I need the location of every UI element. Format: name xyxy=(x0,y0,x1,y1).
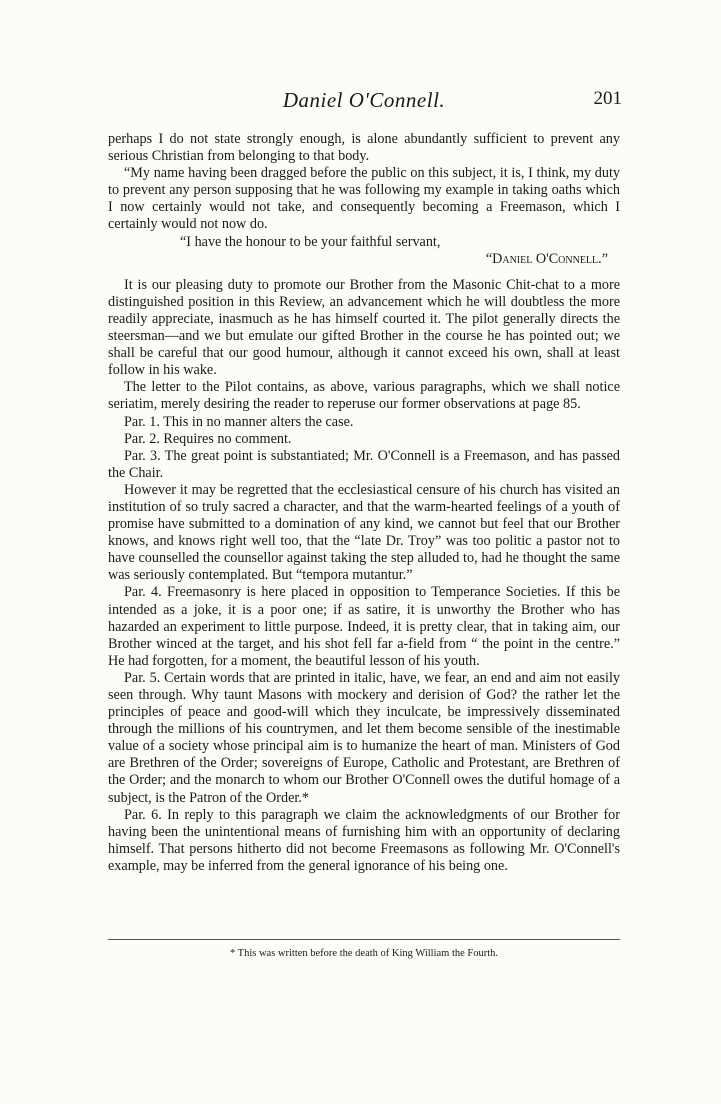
commentary-paragraph-1: It is our pleasing duty to promote our Brother from the Masonic Chit-chat to a more distinguished position in this Review, an advancement which he will doubtless the more readily appreciate, inasmuch as he has himself courted it. The pilot generally directs the steersman—and we but emulate our gifted Brother in the course he has pointed out; we shall be careful that our good humour, although it cannot exceed his own, shall at least follow in his wake. xyxy=(108,276,620,379)
par-5: Par. 5. Certain words that are printed in italic, have, we fear, an end and aim not easily seen through. Why taunt Masons with mockery and derision of God? the rather let the principles of peace and good-will which they inculcate, be impressively disseminated through the millions of his countrymen, and let them become sensible of the inestimable value of a society whose principal aim is to humanize the heart of man. Ministers of God are Brethren of the Order; sovereigns of Europe, Catholic and Protestant, are Brethren of the Order; and the monarch to whom our Brother O'Connell owes the dutiful homage of a subject, is the Patron of the Order.* xyxy=(108,669,620,806)
letter-paragraph-2: “My name having been dragged before the public on this subject, it is, I think, my duty to prevent any person supposing that he was following my example in taking oaths which I now certainly would not take, and consequently becoming a Freemason, which I certainly would not now do. xyxy=(108,165,620,233)
par-3: Par. 3. The great point is substantiated; Mr. O'Connell is a Freemason, and has passed the Chair. xyxy=(108,447,620,481)
par-2: Par. 2. Requires no comment. xyxy=(124,430,292,447)
running-title: Daniel O'Connell. xyxy=(282,88,446,112)
paragraph-gap xyxy=(108,268,620,277)
letter-closing: “I have the honour to be your faithful servant, xyxy=(180,233,441,250)
footnote: * This was written before the death of King William the Fourth. xyxy=(229,948,499,959)
par-6: Par. 6. In reply to this paragraph we claim the acknowledgments of our Brother for having been the unintentional means of furnishing him with an opportunity of declaring himself. That persons hitherto did not become Freemasons as following Mr. O'Connell's example, may be inferred from the general ignorance of his being one. xyxy=(108,806,620,874)
par-4: Par. 4. Freemasonry is here placed in opposition to Temperance Societies. If this be intended as a joke, it is a poor one; if as satire, it is unworthy the Brother who has hazarded an experiment to little purpose. Indeed, it is pretty clear, that in taking aim, our Brother winced at the target, and his shot fell far a-field from “ the point in the centre.” He had forgotten, for a moment, the beautiful lesson of his youth. xyxy=(108,584,620,669)
page-number: 201 xyxy=(593,88,622,109)
page-body xyxy=(108,131,620,875)
letter-signature: “Daniel O'Connell.” xyxy=(485,250,608,267)
footnote-rule xyxy=(108,939,620,940)
commentary-paragraph-2: The letter to the Pilot contains, as above, various paragraphs, which we shall notice seriatim, merely desiring the reader to reperuse our former observations at page 85. xyxy=(108,379,620,413)
page-header xyxy=(108,88,620,118)
letter-paragraph-1: perhaps I do not state strongly enough, is alone abundantly sufficient to prevent any serious Christian from belonging to that body. xyxy=(108,131,620,165)
par-1: Par. 1. This in no manner alters the case. xyxy=(124,413,354,430)
commentary-however: However it may be regretted that the ecclesiastical censure of his church has visited an institution of so truly sacred a character, and that the warm-hearted feelings of a youth of promise have submitted to a domination of any kind, we cannot but feel that our Brother knows, and knows right well too, that the “late Dr. Troy” was too politic a pastor not to have counselled the counsellor against taking the step alluded to, had he thought the same was seriously contemplated. But “tempora mutantur.” xyxy=(108,481,620,584)
